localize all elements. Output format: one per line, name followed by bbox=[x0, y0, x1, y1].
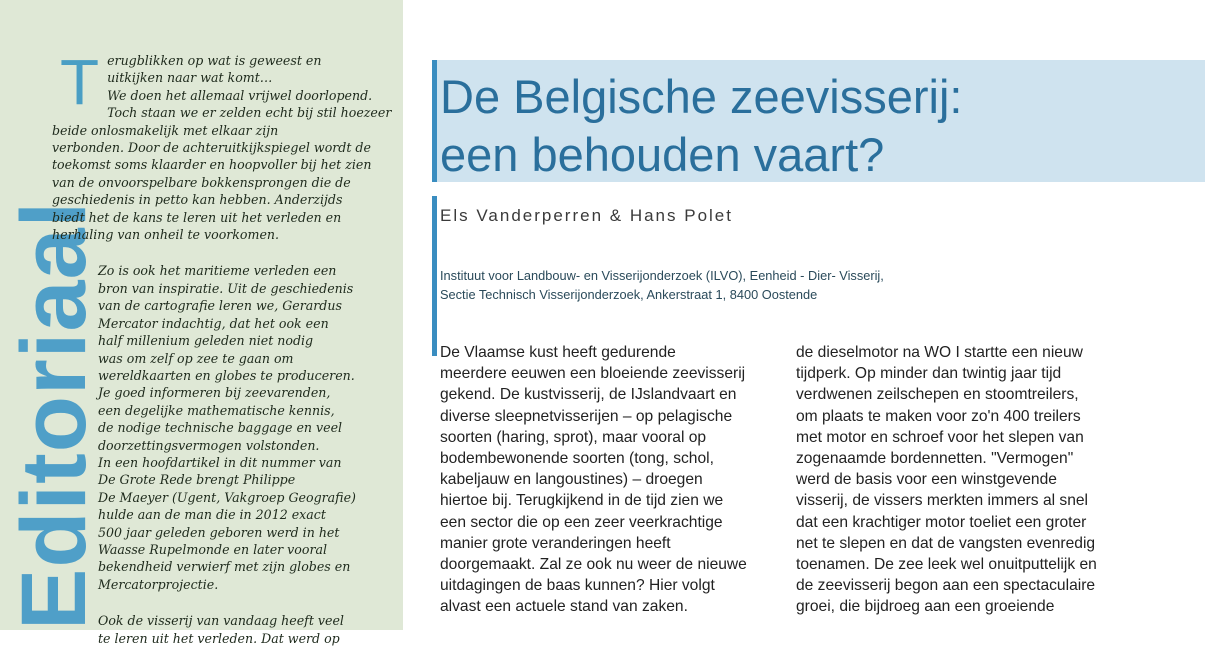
editorial-line: De Maeyer (Ugent, Vakgroep Geografie) bbox=[98, 489, 356, 505]
body-line: de zeevisserij begon aan een spectaculaire bbox=[796, 577, 1096, 595]
editorial-line: Ook de visserij van vandaag heeft veel bbox=[98, 613, 344, 629]
editorial-line: bekendheid verwierf met zijn globes en bbox=[98, 559, 351, 575]
body-line: met motor en schroef voor het slepen van bbox=[796, 428, 1084, 446]
editorial-line: hulde aan de man die in 2012 exact bbox=[98, 507, 326, 523]
editorial-line: Waasse Rupelmonde en later vooral bbox=[98, 541, 328, 557]
editorial-sidebar bbox=[0, 0, 403, 646]
editorial-line: erugblikken op wat is geweest en bbox=[107, 53, 322, 68]
editorial-line: Mercator indachtig, dat het ook een bbox=[98, 315, 329, 331]
editorial-line: uitkijken naar wat komt… bbox=[107, 70, 273, 86]
editorial-line: Zo is ook het maritieme verleden een bbox=[98, 263, 337, 279]
editorial-line: herhaling van onheil te voorkomen. bbox=[52, 227, 280, 243]
body-line: diverse sleepnetvisserijen – op pelagische bbox=[440, 407, 733, 425]
body-line: hiertoe bij. Terugkijkend in de tijd zien we bbox=[440, 492, 724, 510]
editorial-paragraph bbox=[52, 46, 402, 243]
body-line: meerdere eeuwen een bloeiende zeevisserij bbox=[440, 365, 746, 383]
affiliation-line: Sectie Technisch Visserijonderzoek, Ankerstraat 1, 8400 Oostende bbox=[440, 287, 818, 302]
body-line: gekend. De kustvisserij, de IJslandvaart en bbox=[440, 386, 737, 404]
body-line: toenamen. De zee leek wel onuitputtelijk en bbox=[796, 556, 1097, 574]
editorial-line: de nodige technische baggage en veel bbox=[98, 420, 343, 436]
editorial-vertical-text: Editoriaal bbox=[3, 200, 105, 630]
editorial-line: bron van inspiratie. Uit de geschiedenis bbox=[98, 280, 354, 296]
editorial-paragraph bbox=[98, 262, 402, 593]
body-line: doorgemaakt. Zal ze ook nu weer de nieuwe bbox=[440, 556, 747, 574]
body-line: bodembewonende soorten (tong, schol, bbox=[440, 450, 714, 468]
body-line: zogenaamde bordennetten. "Vermogen" bbox=[796, 450, 1074, 468]
editorial-line: 500 jaar geleden geboren werd in het bbox=[98, 524, 340, 540]
editorial-line: beide onlosmakelijk met elkaar zijn bbox=[52, 122, 279, 138]
editorial-line: verbonden. Door de achteruitkijkspiegel wordt de bbox=[52, 140, 371, 156]
editorial-line: Toch staan we er zelden echt bij stil hoezeer bbox=[107, 105, 392, 121]
body-line: kabeljauw en langoustines) – droegen bbox=[440, 471, 703, 489]
editorial-line: We doen het allemaal vrijwel doorlopend. bbox=[107, 87, 373, 103]
article-title-line: een behouden vaart? bbox=[440, 128, 885, 181]
editorial-line: biedt het de kans te leren uit het verleden en bbox=[52, 209, 342, 225]
editorial-line: wereldkaarten en globes te produceren. bbox=[98, 367, 355, 383]
accent-rule bbox=[432, 196, 437, 356]
body-line: manier grote veranderingen heeft bbox=[440, 534, 671, 552]
editorial-text bbox=[52, 46, 402, 666]
article-affiliation bbox=[440, 266, 1140, 304]
body-line: uitdagingen de baas kunnen? Hier volgt bbox=[440, 577, 715, 595]
editorial-line: geschiedenis in petto kan hebben. Anderzijds bbox=[52, 192, 343, 208]
body-line: soorten (haring, sprot), maar vooral op bbox=[440, 428, 707, 446]
body-line: De Vlaamse kust heeft gedurende bbox=[440, 344, 676, 361]
body-line: net te slepen en dat de vangsten evenredig bbox=[796, 534, 1096, 552]
dropcap: T bbox=[60, 46, 100, 118]
editorial-line: van de onvoorspelbare bokkensprongen die de bbox=[52, 174, 351, 190]
article-authors: Els Vanderperren & Hans Polet bbox=[440, 206, 733, 225]
editorial-line: Mercatorprojectie. bbox=[98, 576, 219, 592]
editorial-line: te leren uit het verleden. Dat werd op bbox=[98, 630, 340, 646]
body-line: tijdperk. Op minder dan twintig jaar tijd bbox=[796, 365, 1062, 383]
body-line: een sector die op een zeer veerkrachtige bbox=[440, 513, 723, 531]
body-line: groei, die bijdroeg aan een groeiende bbox=[796, 598, 1055, 616]
body-line: alvast een actuele stand van zaken. bbox=[440, 598, 688, 616]
affiliation-line: Instituut voor Landbouw- en Visserijonderzoek (ILVO), Eenheid - Dier- Visserij, bbox=[440, 268, 884, 283]
editorial-line: toekomst soms klaarder en hoopvoller bij het zien bbox=[52, 157, 372, 173]
article-column-left bbox=[440, 342, 780, 618]
body-line: verdwenen zeilschepen en stoomtreilers, bbox=[796, 386, 1079, 404]
body-line: visserij, de vissers merkten immers al snel bbox=[796, 492, 1089, 510]
body-line: werd de basis voor een winstgevende bbox=[796, 471, 1057, 489]
editorial-line: Je goed informeren bij zeevarenden, bbox=[98, 385, 331, 401]
editorial-line: doorzettingsvermogen volstonden. bbox=[98, 437, 320, 453]
editorial-line: van de cartografie leren we, Gerardus bbox=[98, 298, 342, 314]
editorial-line: een degelijke mathematische kennis, bbox=[98, 402, 335, 418]
article-column-right bbox=[796, 342, 1176, 618]
body-line: om plaats te maken voor zo'n 400 treilers bbox=[796, 407, 1081, 425]
editorial-line: De Grote Rede brengt Philippe bbox=[98, 472, 296, 488]
editorial-paragraph bbox=[98, 612, 402, 647]
article-title-line: De Belgische zeevisserij: bbox=[440, 70, 963, 123]
body-line: de dieselmotor na WO I startte een nieuw bbox=[796, 344, 1083, 361]
editorial-line: half millenium geleden niet nodig bbox=[98, 333, 314, 349]
editorial-line: In een hoofdartikel in dit nummer van bbox=[98, 454, 342, 470]
article-title bbox=[440, 68, 1180, 184]
editorial-line: was om zelf op zee te gaan om bbox=[98, 350, 294, 366]
body-line: dat een krachtiger motor toeliet een groter bbox=[796, 513, 1087, 531]
